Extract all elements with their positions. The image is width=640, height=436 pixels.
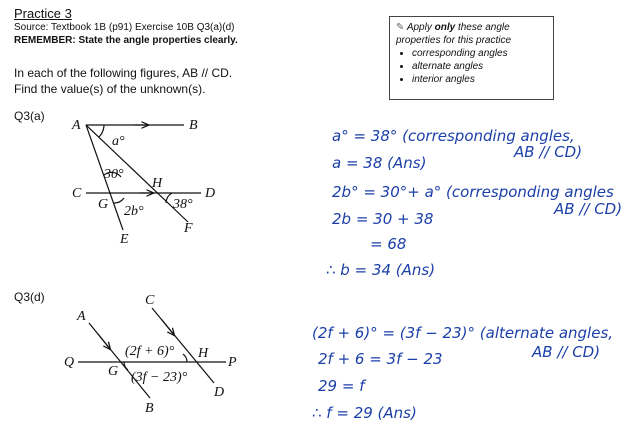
point-label-a: A	[72, 118, 81, 133]
note-text-before: Apply	[406, 22, 435, 33]
parallel-arrow-cd	[162, 320, 174, 335]
parallel-arrow-ab	[98, 334, 110, 349]
note-text-after: these angle properties for this practice	[396, 22, 512, 46]
q3d-label: Q3(d)	[14, 290, 45, 304]
work-line: AB // CD)	[554, 200, 623, 218]
work-line: ∴ f = 29 (Ans)	[312, 404, 417, 422]
angle-label-38: 38°	[173, 197, 193, 212]
intro-line-1: In each of the following figures, AB // CD.	[14, 66, 233, 80]
angle-label-2b: 2b°	[124, 204, 144, 219]
point-label-c: C	[145, 293, 155, 308]
angle-arc-2b	[114, 198, 124, 203]
property-item: • alternate angles	[412, 60, 547, 73]
work-line: (2f + 6)° = (3f − 23)° (alternate angles,	[312, 324, 614, 342]
point-label-e: E	[120, 232, 129, 247]
figure-q3d-labels	[64, 293, 237, 416]
work-line: ∴ b = 34 (Ans)	[326, 261, 436, 279]
angle-label-lower: (3f − 23)°	[131, 370, 188, 385]
point-label-c: C	[72, 186, 82, 201]
point-label-g: G	[108, 364, 119, 379]
work-line: 2b = 30 + 38	[332, 210, 434, 228]
work-line: a = 38 (Ans)	[332, 154, 427, 172]
remember-line: REMEMBER: State the angle properties clearly.	[14, 35, 238, 46]
practice-title: Practice 3	[14, 6, 72, 21]
work-line: = 68	[370, 235, 407, 253]
point-label-p: P	[228, 355, 237, 370]
angle-label-a: a°	[112, 134, 125, 149]
property-item: • interior angles	[412, 73, 547, 86]
point-label-a: A	[77, 309, 86, 324]
figure-q3a-labels	[71, 118, 215, 247]
point-label-q: Q	[64, 355, 75, 370]
point-label-h: H	[198, 346, 209, 361]
work-line: 2b° = 30°+ a° (corresponding angles	[332, 183, 614, 201]
point-label-b: B	[145, 401, 154, 416]
point-label-f: F	[184, 221, 193, 236]
angle-arc-a	[99, 125, 104, 137]
angle-label-30: 30°	[104, 167, 124, 182]
work-line: 29 = f	[318, 377, 365, 395]
note-text-bold: only	[434, 22, 456, 33]
angle-arc-lower	[124, 362, 128, 370]
working-q3d	[312, 324, 613, 422]
work-line: a° = 38° (corresponding angles,	[332, 127, 575, 145]
source-line: Source: Textbook 1B (p91) Exercise 10B Q3(a)(d)	[14, 22, 235, 33]
angle-arc-upper	[183, 354, 187, 362]
pencil-icon: ✎	[396, 22, 405, 33]
angle-label-upper: (2f + 6)°	[125, 344, 175, 359]
point-label-d: D	[214, 385, 225, 400]
property-item: • corresponding angles	[412, 47, 547, 60]
work-line: AB // CD)	[532, 343, 601, 361]
working-q3a	[326, 127, 622, 279]
point-label-d: D	[205, 186, 216, 201]
work-line: AB // CD)	[514, 143, 583, 161]
point-label-h: H	[152, 176, 163, 191]
point-label-g: G	[98, 197, 109, 212]
q3a-label: Q3(a)	[14, 109, 45, 123]
work-line: 2f + 6 = 3f − 23	[318, 350, 443, 368]
point-label-b: B	[189, 118, 198, 133]
intro-line-2: Find the value(s) of the unknown(s).	[14, 82, 206, 96]
